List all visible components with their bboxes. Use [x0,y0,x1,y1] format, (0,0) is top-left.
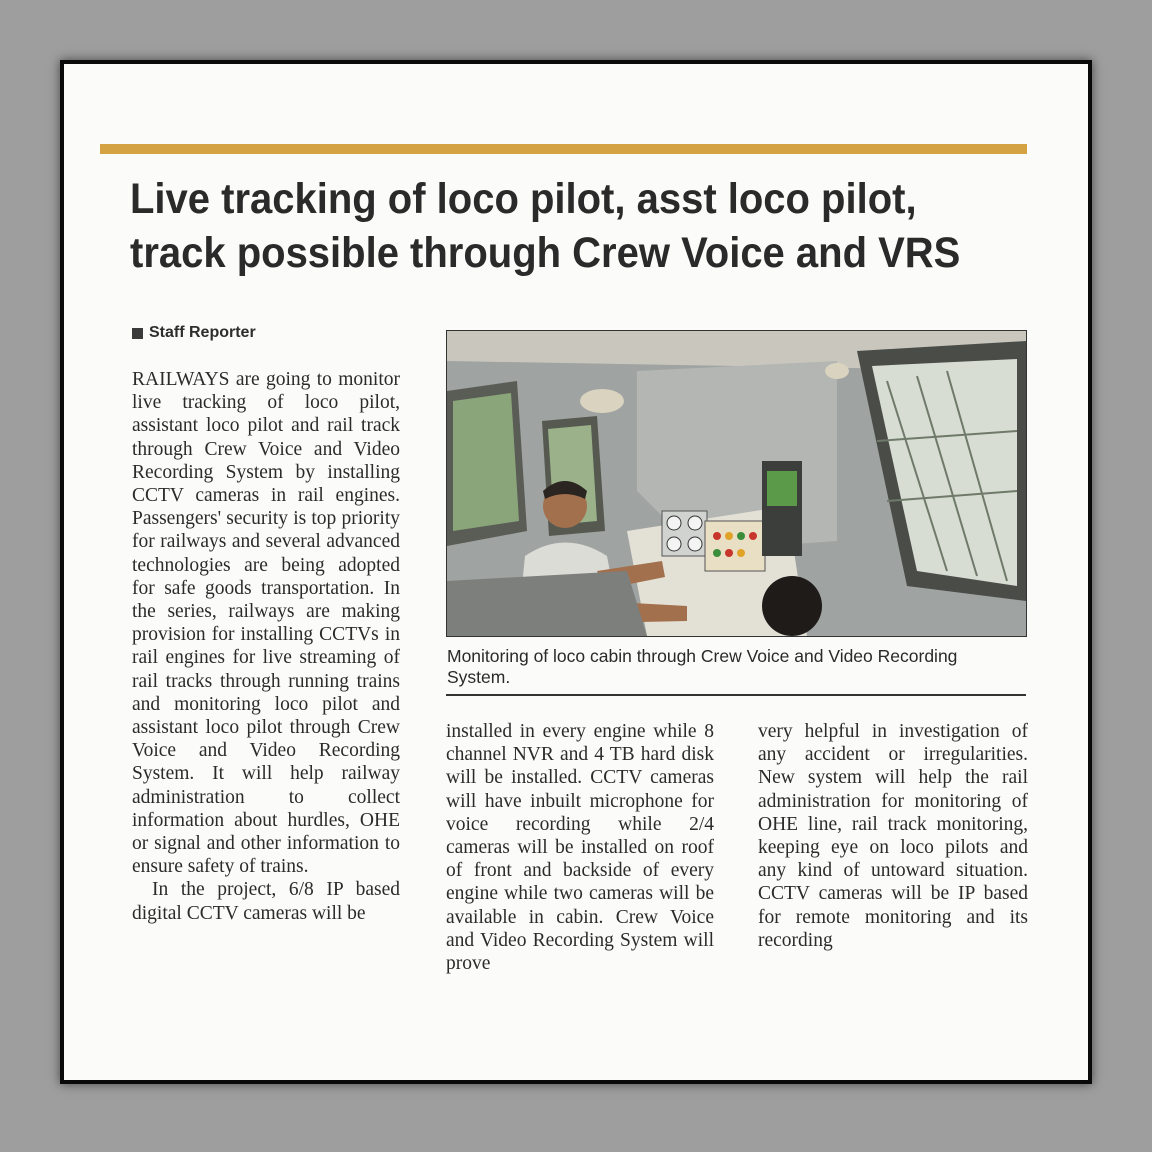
photo-caption: Monitoring of loco cabin through Crew Voice and Video Recording System. [447,646,958,687]
paragraph-2-part-3: very helpful in investigation of any accident or irregularities. New system will help the rail administration for monitoring of OHE line, rail track monitoring, keeping eye on loco pilots and any kind of untoward situation. CCTV cameras will be IP based for remote monitoring and its recording [758,721,1028,951]
top-accent-rule [100,144,1027,154]
paragraph-2-part-1: In the project, 6/8 IP based digital CCTV cameras will be [132,879,400,924]
article-column-3 [758,720,1028,952]
caption-rule [446,694,1026,696]
article-column-1 [132,368,400,925]
cabin-photo-illustration [447,331,1026,636]
byline [132,324,256,342]
byline-square-icon [132,328,143,339]
article-column-2 [446,720,714,975]
byline-text: Staff Reporter [149,324,256,341]
paragraph-1: RAILWAYS are going to monitor live tracking of loco pilot, assistant loco pilot and rail track through Crew Voice and Video Recording System by installing CCTV cameras in rail engines. Passengers' security is top priority for railways and several advanced technologies are being adopted for safe goods transportation. In the series, railways are making provision for installing CCTVs in rail engines for live streaming of rail tracks through running trains and monitoring loco pilot and assistant loco pilot through Crew Voice and Video Recording System. It will help railway administration to collect information about hurdles, OHE or signal and other information to ensure safety of trains. [132,369,400,878]
paragraph-2-part-2: installed in every engine while 8 channel NVR and 4 TB hard disk will be installed. CCTV cameras will have inbuilt microphone for voice recording while 2/4 cameras will be installed on roof of front and backside of every engine while two cameras will be available in cabin. Crew Voice and Video Recording System will prove [446,721,714,975]
headline: Live tracking of loco pilot, asst loco pilot, track possible through Crew Voice and VRS [130,175,961,277]
cabin-photo [446,330,1027,637]
